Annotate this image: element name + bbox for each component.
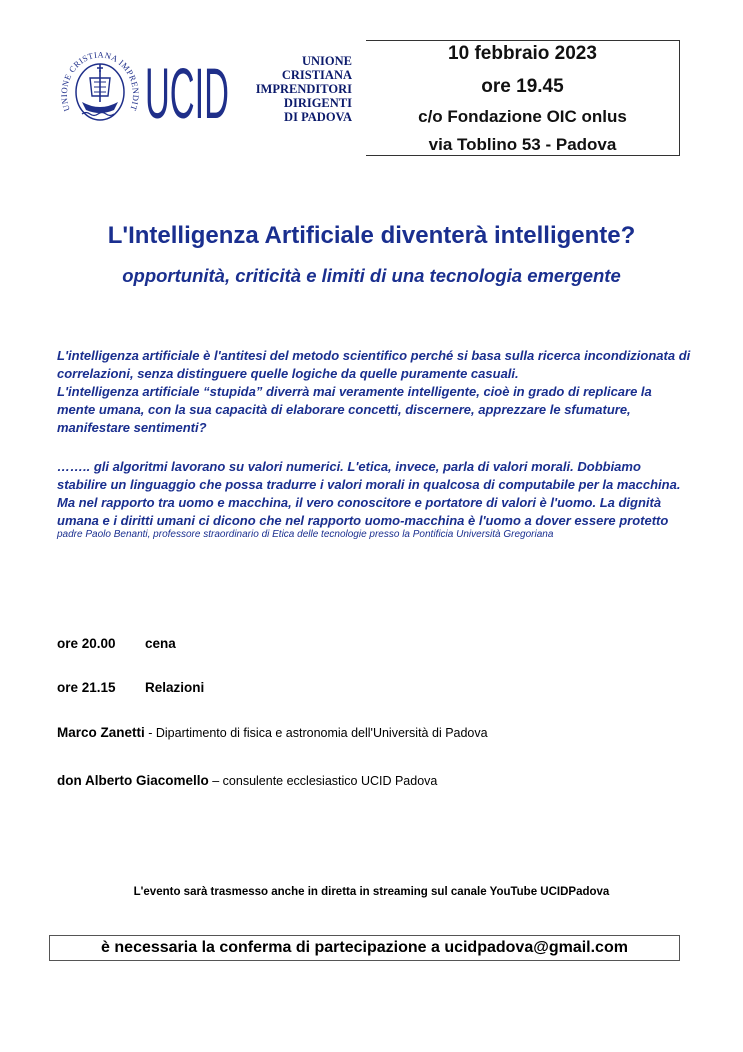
page-subtitle: opportunità, criticità e limiti di una tecnologia emergente xyxy=(122,265,621,286)
confirmation-box: è necessaria la conferma di partecipazione a ucidpadova@gmail.com xyxy=(49,935,680,961)
streaming-note: L'evento sarà trasmesso anche in diretta in streaming sul canale YouTube UCIDPadova xyxy=(133,886,610,898)
org-line: DI PADOVA xyxy=(284,110,352,124)
schedule-time: ore 21.15 xyxy=(57,680,116,695)
ucid-wordmark xyxy=(143,48,233,138)
schedule-label: cena xyxy=(145,636,176,651)
schedule-label: Relazioni xyxy=(145,680,205,695)
event-venue: c/o Fondazione OIC onlus xyxy=(418,107,627,126)
ucid-seal-logo xyxy=(60,40,140,135)
organization-name xyxy=(248,54,352,124)
org-line: CRISTIANA xyxy=(281,68,352,82)
schedule-time: ore 20.00 xyxy=(57,636,116,651)
speaker-role: Dipartimento di fisica e astronomia dell'Università di Padova xyxy=(155,726,488,740)
speaker-role: consulente ecclesiastico UCID Padova xyxy=(222,774,438,788)
speaker-name: Marco Zanetti xyxy=(57,725,145,740)
org-line: UNIONE xyxy=(301,54,352,68)
quote-paragraph-2: …….. gli algoritmi lavorano su valori numerici. L'etica, invece, parla di valori morali. Dobbiamo stabilire un linguaggio che possa tradurre i valori morali in qualcosa di computabile per la macchina. Ma nel rapporto tra uomo e macchina, il vero conoscitore e portatore di valori è l'uomo. La dignità umana e i diritti umani ci dicono che nel rapporto uomo-macchina è l'uomo a dover essere protetto xyxy=(57,459,681,528)
speaker-separator: - xyxy=(144,726,156,740)
quote-attribution: padre Paolo Benanti, professore straordinario di Etica delle tecnologie presso la Pontificia Università Gregoriana xyxy=(57,529,554,540)
ucid-wordmark-text: UCID xyxy=(145,55,229,135)
speaker-item xyxy=(57,725,488,740)
quote-paragraph-1: L'intelligenza artificiale è l'antitesi del metodo scientifico perché si basa sulla ricerca incondizionata di correlazioni, senza distinguere quelle logiche da quelle puramente casuali. L'intelligenza artificiale “stupida” diverrà mai veramente intelligente, cioè in grado di replicare la mente umana, con la sua capacità di elaborare concetti, discernere, apprezzare le sfumature, manifestare sentimenti? xyxy=(57,348,691,435)
speaker-item xyxy=(57,773,437,788)
seal-ring-text: UN NE CRISTIANA IMPRE IT xyxy=(60,49,140,113)
event-address: via Toblino 53 - Padova xyxy=(428,135,617,154)
event-date: 10 febbraio 2023 xyxy=(448,43,597,64)
schedule-item xyxy=(57,680,204,695)
org-line: DIRIGENTI xyxy=(283,96,352,110)
page-title: L'Intelligenza Artificiale diventerà intelligente? xyxy=(107,222,636,249)
event-info-box xyxy=(366,40,680,156)
speaker-name: don Alberto Giacomello xyxy=(57,773,209,788)
schedule-item xyxy=(57,636,176,651)
org-line: IMPRENDITORI xyxy=(255,82,352,96)
event-time: ore 19.45 xyxy=(481,76,564,97)
speaker-separator: – xyxy=(208,774,223,788)
